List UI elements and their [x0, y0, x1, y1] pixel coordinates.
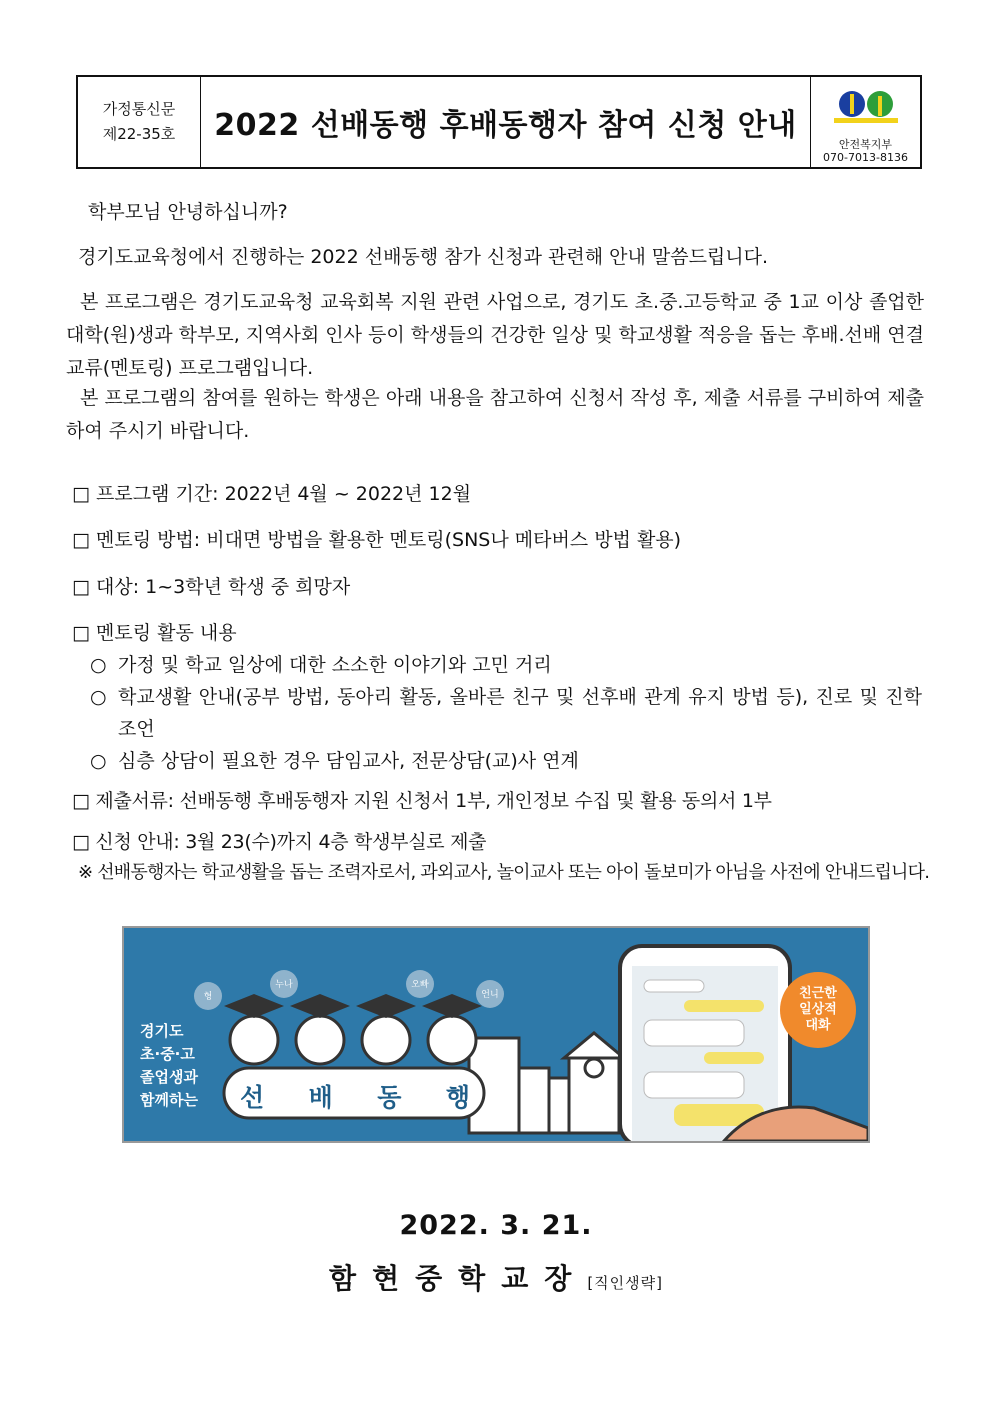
header-table	[76, 75, 922, 169]
notice-number: 제22-35호	[102, 125, 176, 143]
program-banner	[122, 926, 870, 1143]
department-label: 안전복지부	[838, 138, 893, 151]
mentoring-method: □ 멘토링 방법: 비대면 방법을 활용한 멘토링(SNS나 메타버스 방법 활용)	[72, 529, 682, 551]
activity-text: 가정 및 학교 일상에 대한 소소한 이야기와 고민 거리	[118, 654, 552, 676]
school-logo-icon	[830, 88, 902, 132]
speech-bubble: 오빠	[411, 980, 429, 990]
activity-item	[90, 681, 922, 745]
speech-bubble: 언니	[481, 990, 499, 1000]
document-title: 2022 선배동행 후배동행자 참여 신청 안내	[214, 108, 797, 143]
intro-paragraph: 경기도교육청에서 진행하는 2022 선배동행 참가 신청과 관련해 안내 말씀드립니다.	[78, 246, 769, 268]
notice-category	[78, 77, 201, 167]
greeting: 학부모님 안녕하십니까?	[88, 201, 288, 223]
activities-heading: □ 멘토링 활동 내용	[72, 622, 237, 644]
activity-item	[90, 745, 579, 777]
speech-bubble: 누나	[275, 980, 293, 990]
seal-note: [직인생략]	[587, 1274, 663, 1292]
application-instruction: 본 프로그램의 참여를 원하는 학생은 아래 내용을 참고하여 신청서 작성 후, 제출 서류를 구비하여 제출하여 주시기 바랍니다.	[66, 387, 924, 442]
application-info: □ 신청 안내: 3월 23(수)까지 4층 학생부실로 제출	[72, 831, 487, 853]
principal-name: 함현중학교장	[329, 1262, 588, 1295]
program-description: 본 프로그램은 경기도교육청 교육회복 지원 관련 사업으로, 경기도 초.중.고등학교 중 1교 이상 졸업한 대학(원)생과 학부모, 지역사회 인사 등이 학생들의 건강한 일상 및 학교생활 적응을 돕는 후배.선배 연결 교류(멘토링) 프로그램입니다.	[66, 291, 924, 379]
activity-text: 학교생활 안내(공부 방법, 동아리 활동, 올바른 친구 및 선후배 관계 유지 방법 등), 진로 및 진학 조언	[118, 686, 922, 740]
speech-bubble: 형	[203, 992, 213, 1002]
signature-line	[0, 1257, 992, 1297]
banner-title: 선 배 동 행	[240, 1083, 470, 1112]
program-period: □ 프로그램 기간: 2022년 4월 ~ 2022년 12월	[72, 483, 472, 505]
notice-category-label: 가정통신문	[102, 100, 176, 118]
circle-bullet-icon: ○	[90, 686, 107, 708]
department-phone: 070-7013-8136	[823, 151, 908, 164]
banner-badge: 친근한 일상적 대화	[799, 986, 837, 1033]
issue-date: 2022. 3. 21.	[399, 1210, 593, 1241]
circle-bullet-icon: ○	[90, 654, 107, 676]
school-logo-cell	[810, 77, 920, 167]
activity-text: 심층 상담이 필요한 경우 담임교사, 전문상담(교)사 연계	[118, 750, 579, 772]
banner-illustration	[124, 928, 868, 1141]
activity-item	[90, 649, 552, 681]
circle-bullet-icon: ○	[90, 750, 107, 772]
required-documents: □ 제출서류: 선배동행 후배동행자 지원 신청서 1부, 개인정보 수집 및 활용 동의서 1부	[72, 790, 772, 812]
notice-remark: ※ 선배동행자는 학교생활을 돕는 조력자로서, 과외교사, 놀이교사 또는 아이 돌보미가 아님을 사전에 안내드립니다.	[78, 862, 930, 883]
banner-left-text: 경기도 초·중·고 졸업생과 함께하는	[140, 1022, 198, 1109]
target-students: □ 대상: 1~3학년 학생 중 희망자	[72, 576, 351, 598]
